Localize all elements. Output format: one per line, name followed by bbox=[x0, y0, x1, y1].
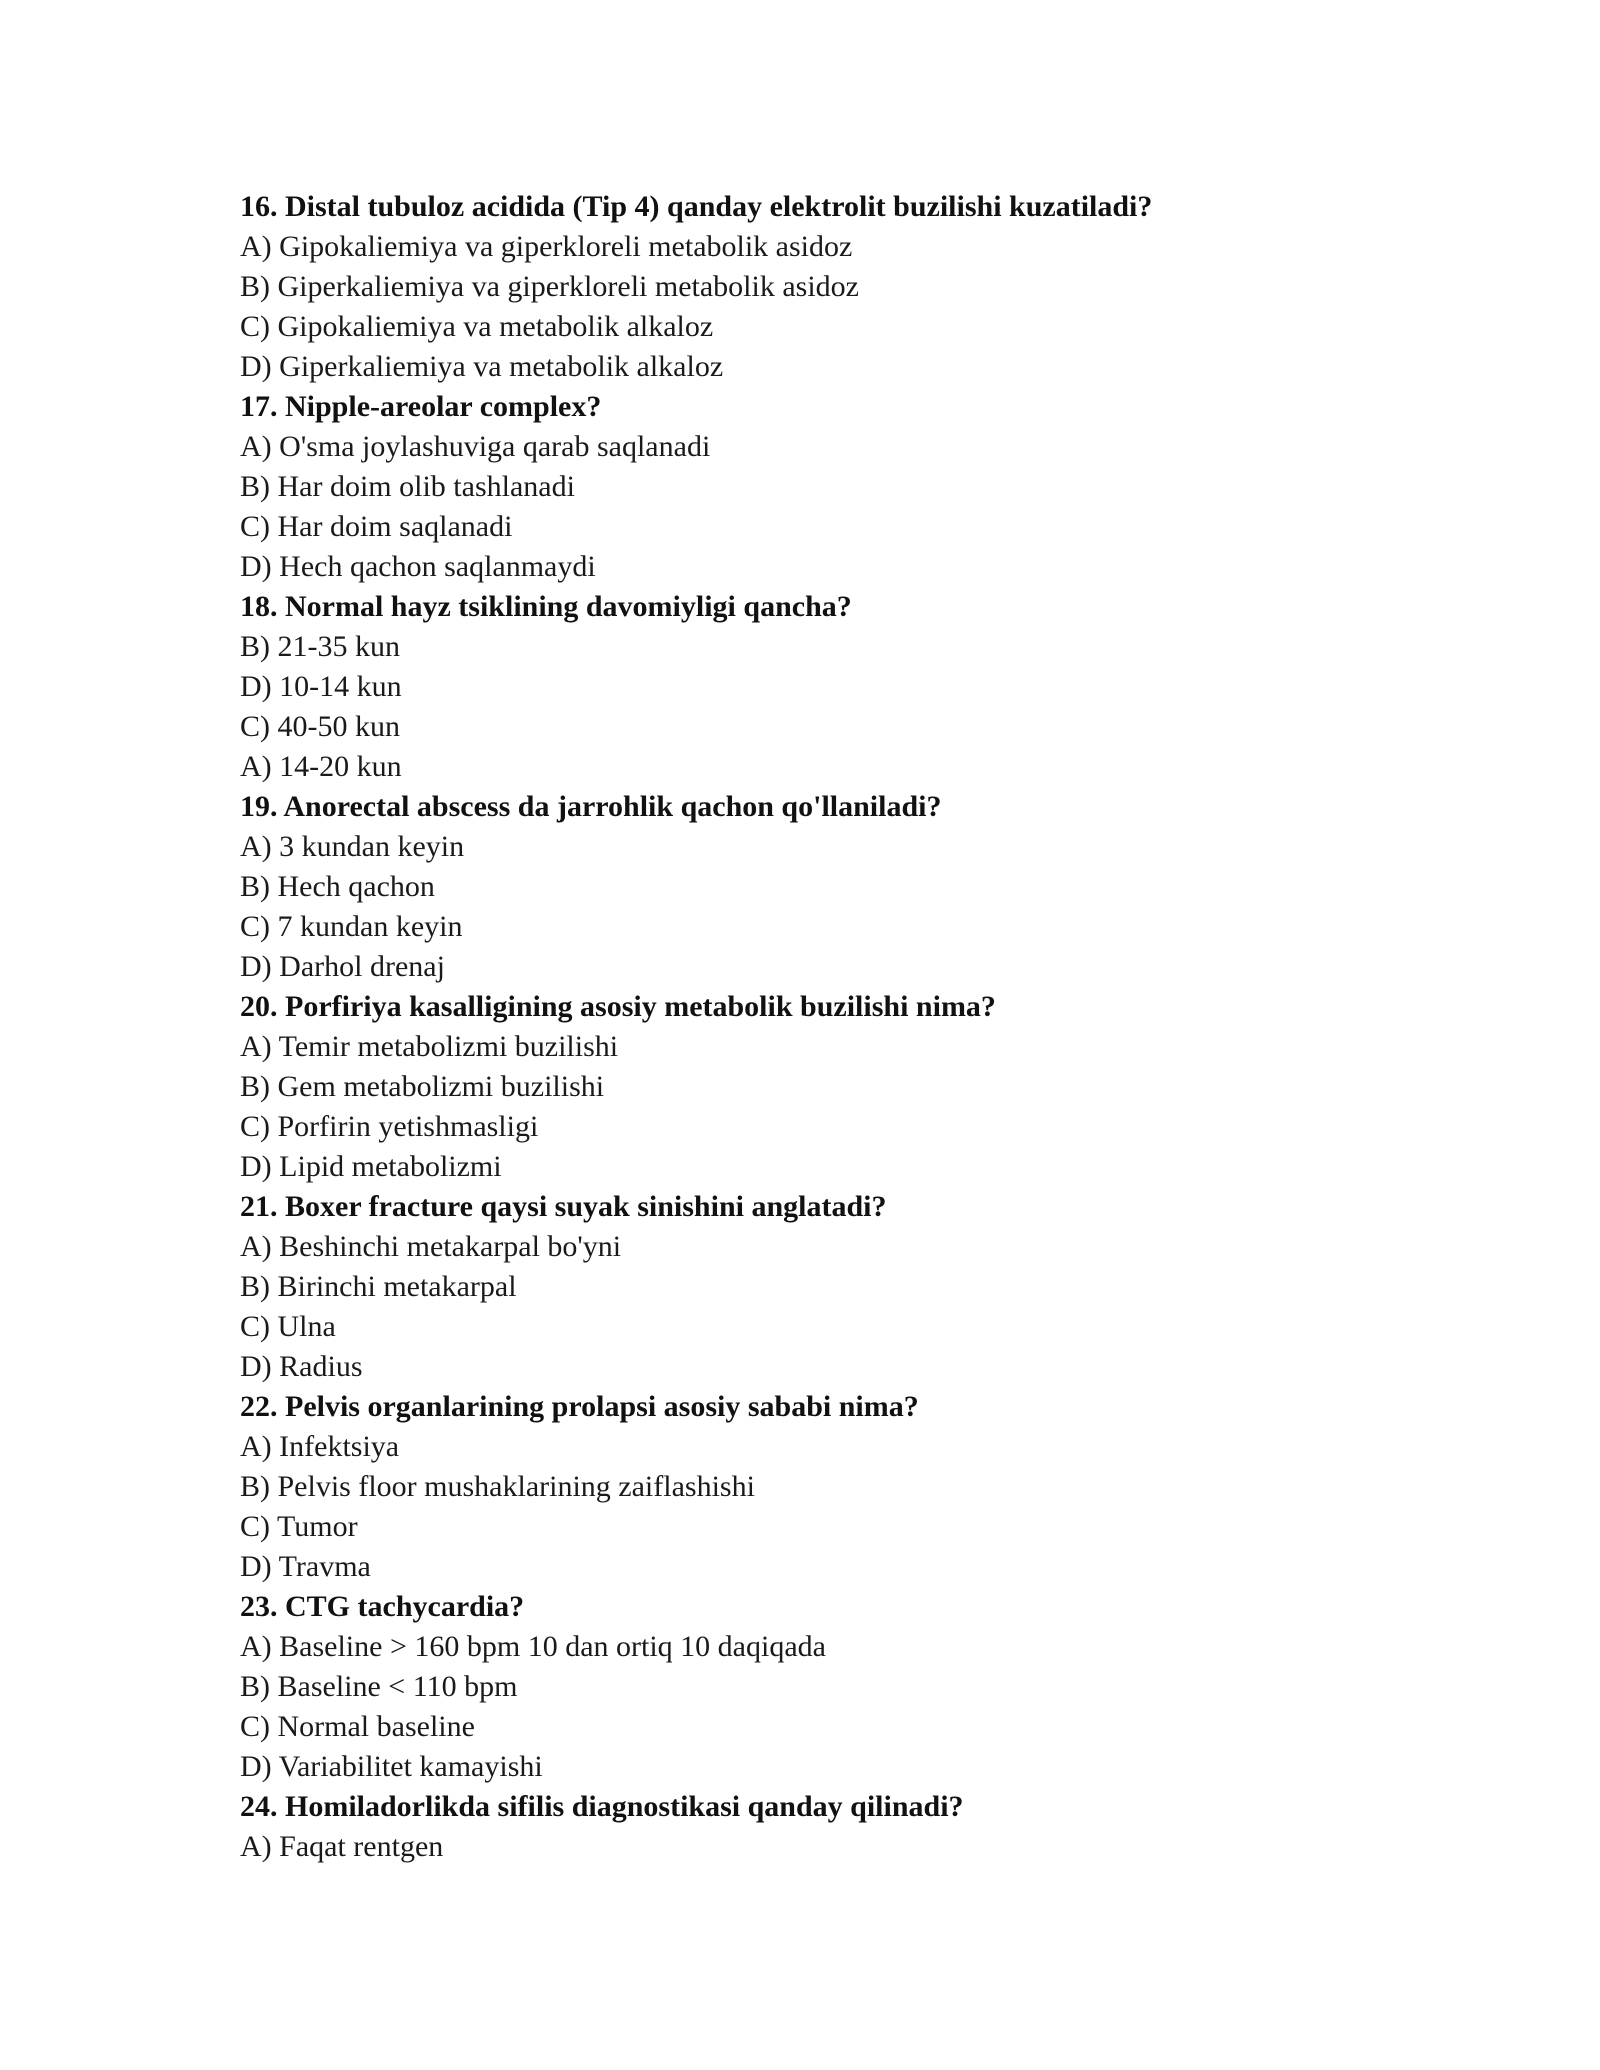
answer-option: A) Gipokaliemiya va giperkloreli metabolik asidoz bbox=[240, 230, 853, 263]
answer-option: A) Beshinchi metakarpal bo'yni bbox=[240, 1230, 622, 1263]
answer-option: D) Variabilitet kamayishi bbox=[240, 1750, 543, 1783]
answer-option: C) Tumor bbox=[240, 1510, 358, 1543]
answer-option: D) Radius bbox=[240, 1350, 363, 1383]
answer-option: D) Giperkaliemiya va metabolik alkaloz bbox=[240, 350, 724, 383]
answer-option: C) Har doim saqlanadi bbox=[240, 510, 513, 543]
answer-option: C) 7 kundan keyin bbox=[240, 910, 463, 943]
answer-option: D) Hech qachon saqlanmaydi bbox=[240, 550, 596, 583]
question-title: 23. CTG tachycardia? bbox=[240, 1590, 525, 1623]
answer-option: D) Lipid metabolizmi bbox=[240, 1150, 502, 1183]
question-title: 21. Boxer fracture qaysi suyak sinishini anglatadi? bbox=[240, 1190, 887, 1223]
answer-option: B) Hech qachon bbox=[240, 870, 435, 903]
answer-option: A) Baseline > 160 bpm 10 dan ortiq 10 daqiqada bbox=[240, 1630, 826, 1663]
answer-option: C) Normal baseline bbox=[240, 1710, 475, 1743]
question-title: 16. Distal tubuloz acidida (Tip 4) qanday elektrolit buzilishi kuzatiladi? bbox=[240, 190, 1153, 223]
answer-option: B) Pelvis floor mushaklarining zaiflashishi bbox=[240, 1470, 755, 1503]
answer-option: D) Darhol drenaj bbox=[240, 950, 445, 983]
answer-option: B) Har doim olib tashlanadi bbox=[240, 470, 575, 503]
answer-option: B) 21-35 kun bbox=[240, 630, 400, 663]
question-title: 17. Nipple-areolar complex? bbox=[240, 390, 602, 423]
answer-option: A) Temir metabolizmi buzilishi bbox=[240, 1030, 619, 1063]
question-24 bbox=[240, 1787, 1440, 1867]
question-21 bbox=[240, 1187, 1440, 1387]
answer-option: C) Porfirin yetishmasligi bbox=[240, 1110, 539, 1143]
answer-option: C) Ulna bbox=[240, 1310, 336, 1343]
question-20 bbox=[240, 987, 1440, 1187]
answer-option: A) Infektsiya bbox=[240, 1430, 400, 1463]
question-16 bbox=[240, 187, 1440, 387]
answer-option: A) 14-20 kun bbox=[240, 750, 402, 783]
answer-option: C) Gipokaliemiya va metabolik alkaloz bbox=[240, 310, 714, 343]
question-title: 22. Pelvis organlarining prolapsi asosiy sababi nima? bbox=[240, 1390, 919, 1423]
answer-option: C) 40-50 kun bbox=[240, 710, 400, 743]
answer-option: B) Birinchi metakarpal bbox=[240, 1270, 517, 1303]
answer-option: A) Faqat rentgen bbox=[240, 1830, 444, 1863]
question-title: 24. Homiladorlikda sifilis diagnostikasi qanday qilinadi? bbox=[240, 1790, 964, 1823]
question-19 bbox=[240, 787, 1440, 987]
answer-option: D) Travma bbox=[240, 1550, 371, 1583]
question-22 bbox=[240, 1387, 1440, 1587]
answer-option: B) Gem metabolizmi buzilishi bbox=[240, 1070, 605, 1103]
answer-option: B) Baseline < 110 bpm bbox=[240, 1670, 518, 1703]
question-17 bbox=[240, 387, 1440, 587]
question-title: 18. Normal hayz tsiklining davomiyligi qancha? bbox=[240, 590, 852, 623]
question-title: 19. Anorectal abscess da jarrohlik qachon qo'llaniladi? bbox=[240, 790, 942, 823]
question-23 bbox=[240, 1587, 1440, 1787]
answer-option: D) 10-14 kun bbox=[240, 670, 402, 703]
question-list bbox=[240, 187, 1440, 1867]
question-title: 20. Porfiriya kasalligining asosiy metabolik buzilishi nima? bbox=[240, 990, 996, 1023]
answer-option: A) O'sma joylashuviga qarab saqlanadi bbox=[240, 430, 711, 463]
answer-option: B) Giperkaliemiya va giperkloreli metabolik asidoz bbox=[240, 270, 859, 303]
question-18 bbox=[240, 587, 1440, 787]
answer-option: A) 3 kundan keyin bbox=[240, 830, 465, 863]
